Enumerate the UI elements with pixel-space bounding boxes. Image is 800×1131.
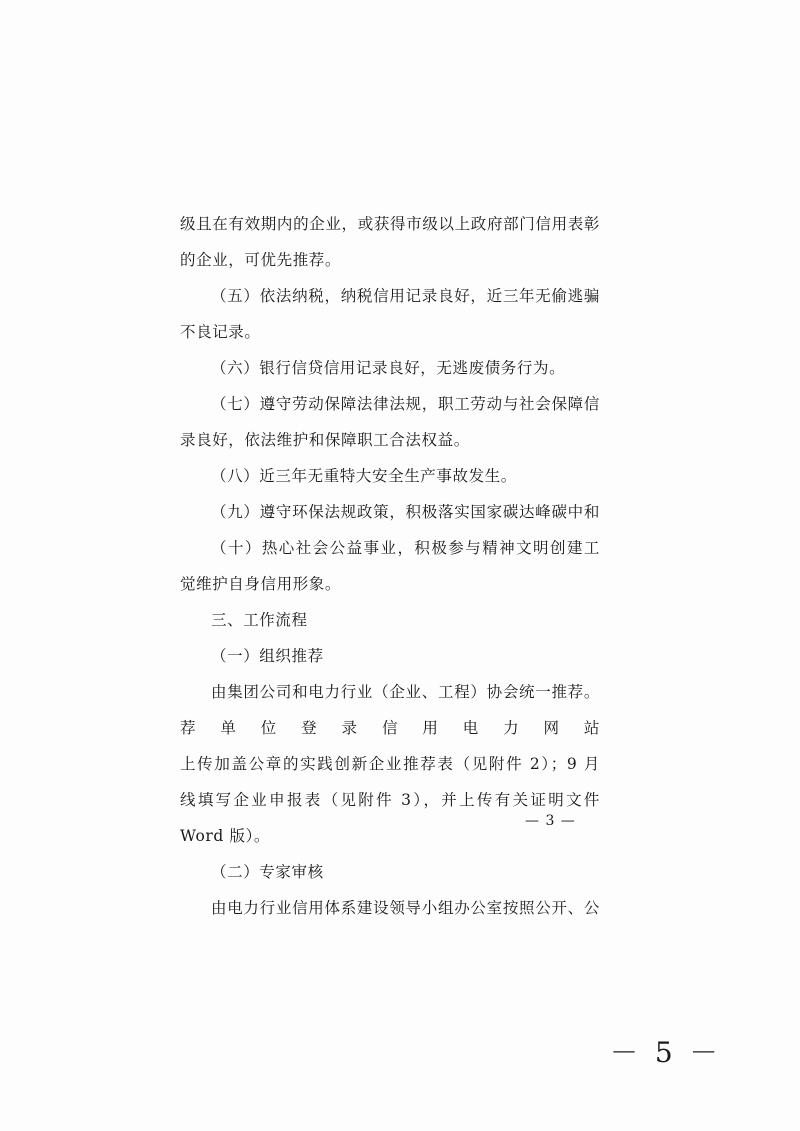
body-line: 上传加盖公章的实践创新企业推荐表（见附件 2）；9 月 — [180, 755, 600, 773]
body-line: 由集团公司和电力行业（企业、工程）协会统一推荐。 — [211, 683, 600, 701]
body-line: （七）遵守劳动保障法律法规，职工劳动与社会保障信 — [211, 395, 600, 413]
body-line: 由电力行业信用体系建设领导小组办公室按照公开、公 — [211, 899, 600, 917]
section-heading: 三、工作流程 — [211, 611, 308, 629]
outer-page-number: － 5 － — [610, 1036, 722, 1069]
inner-page-number: — 3 — — [525, 813, 576, 829]
body-line: 级且在有效期内的企业，或获得市级以上政府部门信用表彰 — [180, 215, 600, 233]
body-line: 觉维护自身信用形象。 — [180, 575, 342, 593]
body-line: （五）依法纳税，纳税信用记录良好，近三年无偷逃骗 — [211, 287, 600, 305]
body-line: （九）遵守环保法规政策，积极落实国家碳达峰碳中和 — [211, 503, 600, 521]
body-line: （八）近三年无重特大安全生产事故发生。 — [211, 467, 517, 485]
body-line: （十）热心社会公益事业，积极参与精神文明创建工 — [211, 539, 600, 557]
body-line: 荐单位登录信用电力网站 — [180, 719, 600, 737]
subsection-heading: （一）组织推荐 — [211, 647, 324, 665]
body-line: （六）银行信贷信用记录良好，无逃废债务行为。 — [211, 359, 566, 377]
body-line: 不良记录。 — [180, 323, 261, 341]
body-line: 录良好，依法维护和保障职工合法权益。 — [180, 431, 470, 449]
subsection-heading: （二）专家审核 — [211, 863, 324, 881]
body-line: 线填写企业申报表（见附件 3），并上传有关证明文件 — [180, 791, 600, 809]
body-line: Word 版）。 — [180, 827, 271, 845]
body-line: 的企业，可优先推荐。 — [180, 251, 342, 269]
